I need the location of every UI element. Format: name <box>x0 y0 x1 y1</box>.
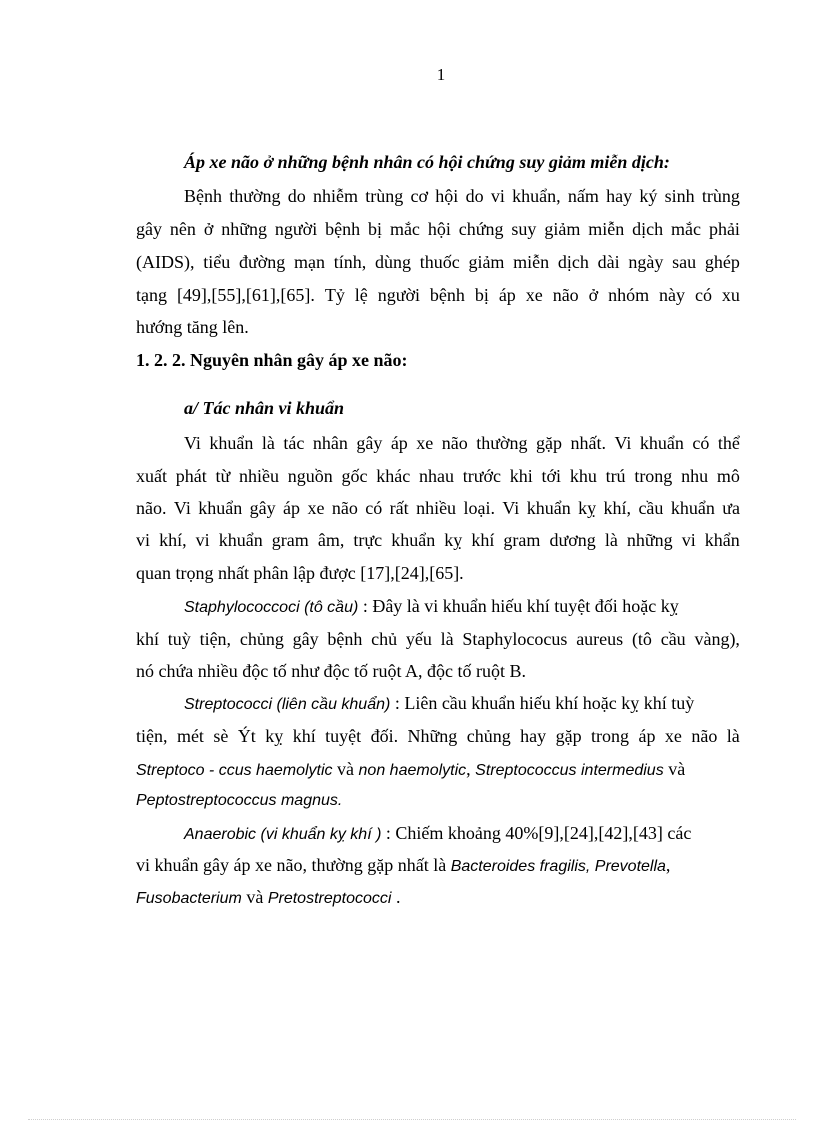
word: khí, <box>159 530 187 550</box>
word: gây <box>292 629 319 649</box>
staph-term: Staphylococcoci (tô cầu) <box>184 599 359 616</box>
word: Những <box>407 726 458 746</box>
word: sau <box>672 252 697 272</box>
word: Vi <box>614 433 632 453</box>
word: mắc <box>389 219 420 239</box>
word: trực <box>353 530 383 550</box>
word: sinh <box>664 186 695 206</box>
word: từ <box>215 466 231 486</box>
word: khuẩn <box>670 498 715 518</box>
paragraph-line <box>136 252 740 272</box>
species-name: non haemolytic <box>358 762 467 779</box>
word: mét <box>176 726 204 746</box>
word: người <box>377 285 420 305</box>
text: . <box>391 887 401 907</box>
paragraph-line <box>136 285 740 305</box>
paragraph-line: hướng tăng lên. <box>136 317 249 337</box>
page-footer-rule <box>28 1119 796 1120</box>
word: khí <box>136 629 160 649</box>
word: trùng <box>701 186 740 206</box>
word: Tỷ <box>324 285 345 305</box>
paragraph-line: nó chứa nhiều độc tố như độc tố ruột A, độc tố ruột B. <box>136 661 526 681</box>
word: nhu <box>681 466 709 486</box>
strep-text: : Liên cầu khuẩn hiếu khí hoặc kỵ khí tuỳ <box>390 693 695 713</box>
word: bị <box>368 219 383 239</box>
word: Vi <box>502 498 520 518</box>
word: tính, <box>333 252 367 272</box>
word: khuẩn <box>526 498 571 518</box>
word: khuẩn <box>639 433 684 453</box>
word: có <box>365 498 383 518</box>
word: có <box>692 433 710 453</box>
word: dùng <box>374 252 411 272</box>
paragraph-line <box>136 466 740 486</box>
word: khuẩn <box>198 498 243 518</box>
word: ký <box>639 186 658 206</box>
word: nên <box>169 219 196 239</box>
species-name: Streptococcus intermedius <box>475 762 664 779</box>
word: cơ <box>410 186 429 206</box>
word: xe <box>525 285 543 305</box>
word: nhất. <box>570 433 607 453</box>
word: não <box>691 726 718 746</box>
word: chủng <box>239 629 284 649</box>
word: miễn <box>513 252 550 272</box>
word: tiểu <box>203 252 231 272</box>
word: xuất <box>136 466 167 486</box>
word: khuẩn <box>209 433 254 453</box>
paragraph-line <box>136 530 740 550</box>
word: mô <box>716 466 740 486</box>
word: trùng <box>365 186 404 206</box>
text: và <box>663 759 686 779</box>
word: não. <box>136 498 167 518</box>
word: não <box>441 433 468 453</box>
word: gốc <box>341 466 368 486</box>
word: gram <box>271 530 309 550</box>
word: giảm <box>544 219 581 239</box>
word: gây <box>136 219 162 239</box>
species-name: Pretostreptococci <box>267 890 392 907</box>
subheading: a/ Tác nhân vi khuẩn <box>184 398 345 418</box>
word: thường <box>229 186 281 206</box>
word: hội <box>427 219 451 239</box>
word: nhóm <box>608 285 650 305</box>
word: phát <box>175 466 207 486</box>
anaerobic-text: : Chiếm khoảng 40%[9],[24],[42],[43] các <box>381 823 692 843</box>
word: thể <box>717 433 740 453</box>
word: dịch <box>557 252 589 272</box>
strep-term: Streptococci (liên cầu khuẩn) <box>184 696 391 713</box>
section-heading-aids: Áp xe não ở những bệnh nhân có hội chứng suy giảm miễn dịch: <box>184 152 670 172</box>
word: khí, <box>603 498 632 518</box>
word: xe <box>307 498 325 518</box>
word: âm, <box>317 530 345 550</box>
word: vi <box>681 530 696 550</box>
word: ở <box>203 219 214 239</box>
word: bệnh <box>429 285 465 305</box>
word: chứng <box>458 219 504 239</box>
species-name: Fusobacterium <box>136 890 242 907</box>
word: phải <box>708 219 740 239</box>
word: nhau <box>419 466 454 486</box>
word: do <box>465 186 484 206</box>
word: này <box>659 285 686 305</box>
species-name: Bacteroides fragilis, Prevotella <box>450 858 666 875</box>
paragraph-line <box>136 726 740 746</box>
word: tuỳ <box>167 629 191 649</box>
word: giảm <box>468 252 505 272</box>
word: suy <box>511 219 537 239</box>
word: loại. <box>463 498 495 518</box>
word: nấm <box>567 186 599 206</box>
paragraph-line <box>136 759 740 781</box>
word: tác <box>283 433 305 453</box>
word: (AIDS), <box>136 252 195 272</box>
word: do <box>287 186 306 206</box>
word: những <box>626 530 673 550</box>
species-name: Peptostreptococcus magnus. <box>136 792 343 809</box>
word: lệ <box>354 285 368 305</box>
word: Vi <box>173 498 191 518</box>
word: áp <box>638 726 656 746</box>
word: não <box>331 498 358 518</box>
section-heading: 1. 2. 2. Nguyên nhân gây áp xe não: <box>136 350 408 370</box>
word: dịch <box>632 219 664 239</box>
word: nhiễm <box>313 186 359 206</box>
word: vàng), <box>694 629 740 649</box>
word: ở <box>588 285 599 305</box>
word: gặp <box>536 433 563 453</box>
word: trước <box>462 466 502 486</box>
word: sè <box>213 726 229 746</box>
word: yếu <box>405 629 432 649</box>
word: dài <box>597 252 620 272</box>
word: xe <box>664 726 682 746</box>
text: , <box>665 855 671 875</box>
word: kỵ <box>578 498 597 518</box>
word: tuyệt <box>325 726 362 746</box>
word: vi <box>136 530 151 550</box>
word: kỵ <box>265 726 284 746</box>
paragraph-line <box>184 186 740 206</box>
word: Ýt <box>237 726 256 746</box>
word: hay <box>606 186 633 206</box>
word: tiện, <box>199 629 232 649</box>
word: hội <box>435 186 459 206</box>
word: thường <box>476 433 528 453</box>
word: trú <box>605 466 626 486</box>
paragraph-line: quan trọng nhất phân lập được [17],[24],[65]. <box>136 563 464 583</box>
word: đối. <box>370 726 399 746</box>
word: nhân <box>312 433 348 453</box>
word: những <box>221 219 268 239</box>
word: khác <box>376 466 411 486</box>
word: là <box>440 629 454 649</box>
word: gặp <box>555 726 582 746</box>
word: gây <box>356 433 383 453</box>
word: tạng <box>136 285 167 305</box>
staph-paragraph-line <box>184 596 740 618</box>
word: khuẩn <box>218 530 263 550</box>
word: não <box>552 285 579 305</box>
word: [49],[55],[61],[65]. <box>176 285 315 305</box>
word: mạn <box>293 252 325 272</box>
word: mắc <box>671 219 702 239</box>
text: , <box>466 759 476 779</box>
paragraph-line <box>136 887 740 909</box>
strep-paragraph-line <box>184 693 740 715</box>
word: là <box>261 433 275 453</box>
word: áp <box>390 433 408 453</box>
word: ưa <box>722 498 740 518</box>
word: gram <box>503 530 541 550</box>
word: ngày <box>628 252 664 272</box>
word: gây <box>249 498 276 518</box>
word: áp <box>283 498 301 518</box>
word: thuốc <box>419 252 460 272</box>
word: khẩn <box>704 530 740 550</box>
word: khuẩn <box>391 530 436 550</box>
word: có <box>694 285 712 305</box>
word: bị <box>474 285 489 305</box>
word: xu <box>721 285 740 305</box>
word: tiện, <box>136 726 168 746</box>
paragraph-line <box>136 498 740 518</box>
word: áp <box>498 285 516 305</box>
word: cầu <box>660 629 686 649</box>
text: vi khuẩn gây áp xe não, thường gặp nhất là <box>136 855 451 875</box>
paragraph-line <box>136 219 740 239</box>
word: xe <box>416 433 434 453</box>
word: là <box>726 726 740 746</box>
word: là <box>604 530 618 550</box>
word: khí <box>292 726 316 746</box>
word: bệnh <box>327 629 363 649</box>
paragraph-line <box>184 433 740 453</box>
word: khu <box>569 466 597 486</box>
word: aureus <box>576 629 624 649</box>
word: vi <box>195 530 210 550</box>
word: tới <box>541 466 562 486</box>
word: khuẩn, <box>512 186 561 206</box>
word: nhiều <box>416 498 457 518</box>
word: Vi <box>184 433 201 453</box>
word: vi <box>490 186 505 206</box>
word: cầu <box>638 498 664 518</box>
word: đường <box>238 252 286 272</box>
text: và <box>241 887 268 907</box>
staph-text: : Đây là vi khuẩn hiếu khí tuyệt đối hoặc kỵ <box>358 596 679 616</box>
word: miễn <box>588 219 625 239</box>
text: và <box>332 759 359 779</box>
page-number: 1 <box>436 65 446 84</box>
anaerobic-paragraph-line <box>184 823 740 845</box>
word: (tô <box>631 629 652 649</box>
species-name: Streptoco - ccus haemolytic <box>136 762 333 779</box>
word: khí <box>471 530 495 550</box>
word: nguồn <box>287 466 333 486</box>
word: bệnh <box>325 219 361 239</box>
word: chủng <box>466 726 511 746</box>
word: trong <box>634 466 673 486</box>
paragraph-line <box>136 855 740 877</box>
word: hay <box>520 726 547 746</box>
anaerobic-term: Anaerobic (vi khuẩn kỵ khí ) <box>184 826 382 843</box>
word: dương <box>549 530 596 550</box>
word: Staphylococus <box>462 629 568 649</box>
word: chủ <box>371 629 398 649</box>
word: kỵ <box>444 530 463 550</box>
word: nhiều <box>239 466 280 486</box>
word: ghép <box>704 252 740 272</box>
word: người <box>274 219 318 239</box>
paragraph-line <box>136 629 740 649</box>
word: Bệnh <box>184 186 222 206</box>
word: rất <box>389 498 409 518</box>
word: khi <box>509 466 533 486</box>
word: trong <box>591 726 630 746</box>
